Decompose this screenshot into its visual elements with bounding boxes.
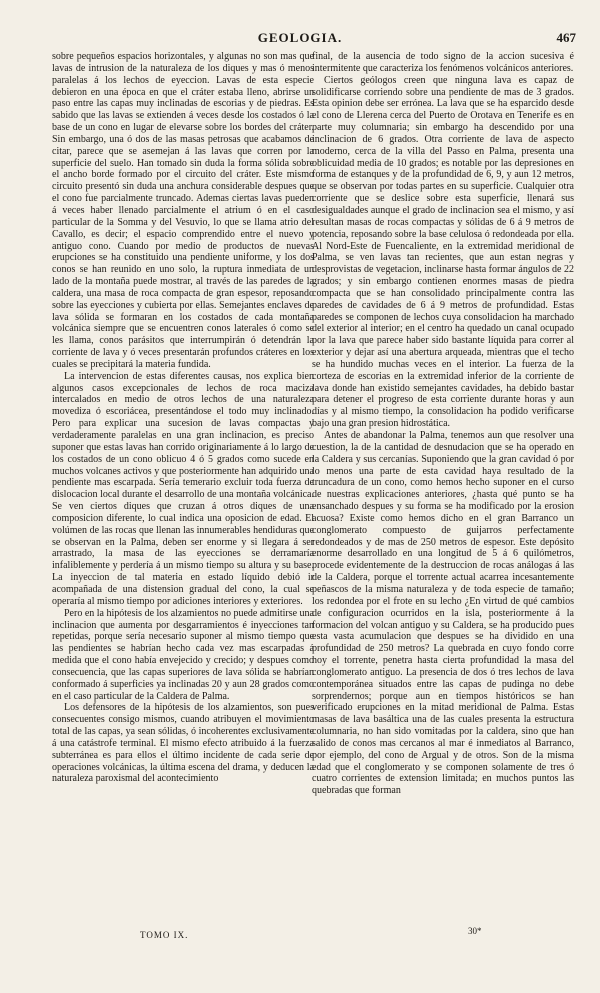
paragraph: Los defensores de la hipótesis de los alzamientos, son pues consecuentes consigo mismos, cuando atribuyen el movimiento total de las capas, ya sean sólidas, ó incoherentes exclusivamente á una catástrofe terminal. El mismo efecto atribuido á la fuerza subterránea es para ellos el último incidente de cada serie de operaciones volcánicas, la última escena del drama, y deducen la naturaleza paroxismal del acontecimiento [52, 702, 314, 785]
paragraph: Pero en la hipótesis de los alzamientos no puede admitirse una inclinacion que aumenta por desgarramientos é inyecciones tan repetidas, porque sería necesario suponer al mismo tiempo que las pendientes se habrían hecho cada vez mas escarpadas á medida que el cono había envejecido y crecido; y despues como consecuencia, que las capas superiores de lava sólida se habrían conformado á superficies ya inclinadas 20 y aun 28 grados como en el caso particular de la Caldera de Palma. [52, 607, 314, 702]
volume-label: TOMO IX. [140, 930, 189, 940]
page-header [0, 30, 600, 50]
left-column [52, 51, 314, 931]
running-head: GEOLOGIA. [257, 30, 343, 45]
paragraph: La intervencion de estas diferentes causas, nos explica bien algunos casos excepcionales de lechos de roca maciza intercalados en medio de otros lechos de una naturaleza movediza ó escoriácea, presentándose el todo muy inclinado. Pero para explicar una sucesion de lavas compactas y verdaderamente paralelas en una gran inclinacion, es preciso suponer que estas lavas han corrido originariamente á lo largo de los costados de un cono oblicuo 4 ó 5 grados como sucede en muchos volcanes activos y que posteriormente han adquirido una pendiente mas escarpada. Sería temerario excluir toda fuerza de dislocacion local durante el desarrollo de una montaña volcánica. Se ven ciertos diques que cruzan á otros diques de una composicion diferente, lo cual indica una oposicion de edad. El volúmen de las rocas que llenan las innumerables hendiduras que se observan en la Palma, deben ser enorme y si llegara á ser arrastrado, la masa de las eyecciones se derramaría infaliblemente y perdería á un mismo tiempo su altura y su base. La inyeccion de tal materia en estado líquido debió ir acompañada de una distension gradual del cono, la cual se operaría al mismo tiempo por adiciones interiores y exteriores. [52, 370, 314, 607]
page-footer [0, 926, 600, 950]
paragraph: final, de la ausencia de todo signo de la accion sucesiva é intermitente que caracteriza los fenómenos volcánicos anteriores. [312, 51, 574, 74]
signature-mark: 30* [468, 926, 482, 936]
paragraph: Ciertos geólogos creen que ninguna lava es capaz de solidificarse corriendo sobre una pendiente de mas de 3 grados. Esta opinion debe ser errónea. La lava que se ha esparcido desde el cono de Llerena cerca del Puerto de Orotava en Tenerife es en parte muy columnaria; sin embargo ha descendido por una inclinacion de 6 grados. Otra corriente de lava de aspecto moderno, cerca de la villa del Passo en Palma, presenta una oblicuidad media de 10 grados; es notable por las depresiones en forma de estanques y de la profundidad de 6, 9, y aun 12 metros, que se observan por todas partes en su superficie. Cualquier otra corriente que se deslice sobre esta superficie, llenará sus desigualdades aunque el grado de inclinacion sea el mismo, y así resultan masas de rocas compactas y sólidas de 6 á 9 metros de potencia, reposando sobre la base celulosa ó redondeada por ella. Al Nord-Este de Fuencaliente, en la extremidad meridional de Palma, se ven lavas tan recientes, que aun estan negras y desprovistas de vegetacion, inclinarse hasta formar ángulos de 22 grados; y sin embargo contienen enormes masas de piedra compacta que se han consolidado principalmente contra las paredes de cavidades de 6 á 9 metros de profundidad. Estas paredes se componen de lechos cuya consolidacion ha marchado del exterior al interior; en el centro ha quedado un canal ocupado por la lava que parece haber sido bastante líquida para correr al exterior y dejar así una abertura arqueada, mientras que el techo se ha hundido muchas veces en el interior. La fuerza de la corteza de escorias en la extremidad inferior de la corriente de lava donde han existido semejantes cavidades, ha debido bastar para detener el progreso de esta corriente durante horas y aun días y al mismo tiempo, la consolidacion ha podido verificarse bajo una gran presion hidrostática. [312, 74, 574, 430]
page-number: 467 [556, 30, 576, 45]
right-column [312, 51, 574, 931]
paragraph: sobre pequeños espacios horizontales, y algunas no son mas que lavas de intrusion de la naturaleza de los diques y mas ó menos paralelas á los lechos de eyeccion. Lavas de esta especie debieron en una época en que el cráter estaba lleno, abrirse un paso entre las capas muy inclinadas de escorias y de piedras. Es sabido que las lavas se extienden á veces desde los costados ó la base de un cono en lugar de elevarse sobre los bordes del cráter. Sin embargo, una ó dos de las masas petrosas que acabamos de citar, parece que se asemejan á las lavas que corren por la superficie del suelo. Han tomado sin duda la forma sólida sobre el ancho borde formado por el circuito del cráter. Este mismo circuito presentó sin duda una anchura considerable despues que el cono fue parcialmente truncado. Ademas ciertas lavas pueden á veces haber llenado parcialmente el atrium ó en el caso particular de la Somma y del Vesuvio, lo que se llama atrio del Cavallo, es decir; el espacio comprendido entre el nuevo y antiguo cono. Cuando por medio de productos de nuevas erupciones se ha constituido una pendiente uniforme, y los dos conos se han reunido en uno solo, la ruptura inmediata de un lado de la montaña puede mostrar, al través de las paredes de la caldera, una masa de roca compacta de gran espesor, reposando sobre las eyecciones y cubierta por ellas. Semejantes enclaves de lava sólida se formaran en los costados de cada montaña volcánica siempre que se encuentren conos laterales ó como se les llama, conos parásitos que interrumpirán ó detendrán la corriente de lava y ó veces presentarán profundos cráteres en los cuales se precipitará la materia fundida. [52, 51, 314, 370]
paragraph: Antes de abandonar la Palma, tenemos aun que resolver una cuestion, la de la cantidad de desnudacion que se ha operado en la Caldera y sus cercanías. Suponiendo que la gran cavidad ó por lo menos una parte de esta cavidad haya resultado de la truncadura de un cono, como hemos hecho suponer en el curso de nuestras explicaciones anteriores, ¿hasta qué punto se ha ensanchado despues y su forma se ha modificado por la erosion acuosa? Existe como hemos dicho en el gran Barranco un conglomerato compuesto de guijarros perfectamente redondeados y de mas de 250 metros de espesor. Este depósito enorme desarrollado en una longitud de 5 á 6 quilómetros, procede evidentemente de la destruccion de rocas análogas á las de la Caldera, porque el torrente actual acarrea incesantemente peñascos de la misma naturaleza y de toda especie de tamaño; los redondea por el frote en su lecho ¿En virtud de qué cambios de configuracion ocurridos en la isla, posteriormente á la formacion del volcan antiguo y su Caldera, se ha producido pues esta vasta acumulacion que despues se ha dividido en una profundidad de 250 metros? La quebrada en cuyo fondo corre hoy el torrente, penetra hasta cierta profundidad la masa del conglomerato antiguo. La presencia de dos ó tres lechos de lava contemporánea situados entre las capas de pudinga no debe sorprendernos; porque aun en tiempos históricos se han verificado erupciones en la mitad meridional de Palma. Estas masas de lava basáltica una de las cuales presenta la estructura columnaria, no han sido vomitadas por la caldera, sino que han salido de conos mas cercanos al mar é inmediatos al Barranco, por ejemplo, del cono de Argual y de otros. Son de la misma edad que el conglomerato y se componen solamente de tres ó cuatro corrientes de extension limitada; en muchos puntos las quebradas que forman [312, 430, 574, 797]
